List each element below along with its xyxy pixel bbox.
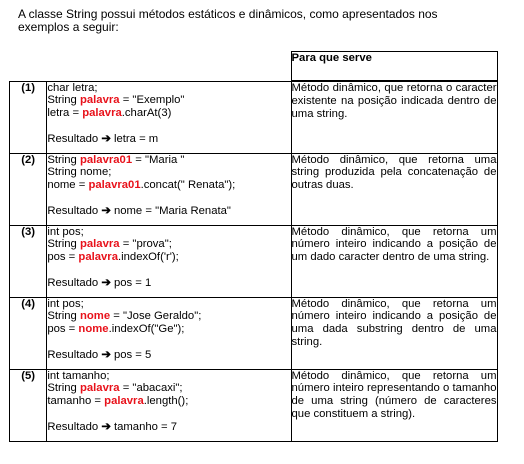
code-text: = "Jose Geraldo"; bbox=[110, 310, 202, 323]
code-line bbox=[47, 298, 290, 311]
variable-highlight: palavra bbox=[79, 238, 120, 251]
code-example-cell bbox=[47, 297, 291, 369]
description-text: Método dinâmico, que retorna o caracter existente na posição indicada dentro de uma string. bbox=[291, 82, 497, 120]
code-text: pos = bbox=[47, 251, 79, 264]
description-text: Método dinâmico, que retorna um número inteiro indicando a posição de um dado caracter dentro de uma string. bbox=[291, 225, 497, 264]
description-cell bbox=[291, 81, 497, 153]
code-text: nome = "Maria Renata" bbox=[110, 204, 231, 217]
description-cell bbox=[291, 297, 497, 369]
code-text: .charAt(3) bbox=[121, 107, 172, 120]
code-text: .concat(" Renata"); bbox=[140, 179, 236, 192]
code-line bbox=[47, 133, 290, 146]
row-number: (3) bbox=[10, 225, 47, 297]
arrow-right-icon: ➔ bbox=[101, 420, 111, 433]
variable-highlight: palavra bbox=[79, 382, 120, 395]
table-row bbox=[10, 225, 498, 297]
code-line bbox=[47, 154, 290, 167]
code-line bbox=[47, 323, 290, 336]
code-text: = "Maria " bbox=[132, 153, 185, 166]
table-row bbox=[10, 81, 498, 153]
code-line bbox=[47, 408, 290, 421]
code-text: = "Exemplo" bbox=[119, 94, 185, 107]
code-text: Resultado bbox=[47, 204, 102, 217]
code-line bbox=[47, 382, 290, 395]
code-text: String bbox=[47, 94, 80, 107]
code-line bbox=[47, 192, 290, 205]
code-example-cell bbox=[47, 153, 291, 225]
code-line bbox=[47, 370, 290, 383]
code-line bbox=[47, 94, 290, 107]
code-line bbox=[47, 310, 290, 323]
header-blank-cell bbox=[10, 52, 292, 82]
code-text: String nome; bbox=[47, 166, 112, 179]
code-text: .indexOf('r'); bbox=[118, 251, 179, 264]
row-number: (2) bbox=[10, 153, 47, 225]
code-text: nome = bbox=[47, 179, 89, 192]
code-text: tamanho = bbox=[47, 395, 105, 408]
code-text: int tamanho; bbox=[47, 369, 110, 382]
code-line bbox=[47, 107, 290, 120]
code-text: char letra; bbox=[47, 81, 98, 94]
header-cell: Para que serve bbox=[291, 52, 497, 82]
code-text: int pos; bbox=[47, 297, 84, 310]
variable-highlight: palavra bbox=[82, 107, 122, 120]
code-line bbox=[47, 120, 290, 133]
table-row bbox=[10, 297, 498, 369]
description-text: Método dinâmico, que retorna um número inteiro indicando a posição de uma dada substring dentro de uma string. bbox=[291, 297, 497, 348]
code-line bbox=[47, 251, 290, 264]
code-text: Resultado bbox=[47, 348, 102, 361]
variable-highlight: palavra bbox=[104, 395, 144, 408]
description-text: Método dinâmico, que retorna uma string produzida pela concatenação de outras duas. bbox=[291, 153, 497, 192]
code-text: tamanho = 7 bbox=[110, 420, 178, 433]
table-row bbox=[10, 153, 498, 225]
intro-text: A classe String possui métodos estáticos e dinâmicos, como apresentados nos exemplos a seguir: bbox=[18, 7, 438, 34]
variable-highlight: palavra bbox=[78, 251, 118, 264]
row-number: (4) bbox=[10, 297, 47, 369]
code-text: letra = bbox=[47, 107, 83, 120]
code-line bbox=[47, 179, 290, 192]
code-line bbox=[47, 349, 290, 362]
code-text: Resultado bbox=[47, 420, 102, 433]
code-line bbox=[47, 166, 290, 179]
row-number: (1) bbox=[10, 81, 47, 153]
code-line bbox=[47, 226, 290, 239]
code-text: pos = 5 bbox=[110, 348, 152, 361]
code-line bbox=[47, 277, 290, 290]
code-line bbox=[47, 82, 290, 95]
code-line bbox=[47, 238, 290, 251]
code-text: String bbox=[47, 310, 80, 323]
arrow-right-icon: ➔ bbox=[101, 276, 111, 289]
code-line bbox=[47, 395, 290, 408]
variable-highlight: palavra01 bbox=[79, 153, 133, 166]
code-text: = "prova"; bbox=[119, 238, 172, 251]
code-text: int pos; bbox=[47, 225, 84, 238]
description-text: Método dinâmico, que retorna um número inteiro representando o tamanho de uma string (número de caracteres que constituem a string). bbox=[291, 369, 497, 420]
variable-highlight: palavra01 bbox=[88, 179, 141, 192]
code-text: String bbox=[47, 238, 80, 251]
table-header-row bbox=[10, 52, 498, 82]
table-body bbox=[10, 81, 498, 441]
code-text: pos = 1 bbox=[110, 276, 152, 289]
code-text: letra = m bbox=[110, 132, 159, 145]
variable-highlight: nome bbox=[78, 323, 109, 336]
code-text: Resultado bbox=[47, 132, 102, 145]
arrow-right-icon: ➔ bbox=[101, 132, 111, 145]
row-number: (5) bbox=[10, 369, 47, 441]
code-text: Resultado bbox=[47, 276, 102, 289]
methods-table bbox=[9, 51, 498, 442]
code-text: String bbox=[47, 153, 80, 166]
code-text: String bbox=[47, 382, 80, 395]
variable-highlight: nome bbox=[79, 310, 111, 323]
code-text: .length(); bbox=[143, 395, 189, 408]
code-example-cell bbox=[47, 81, 291, 153]
description-cell bbox=[291, 153, 497, 225]
code-line bbox=[47, 336, 290, 349]
description-cell bbox=[291, 369, 497, 441]
code-line bbox=[47, 421, 290, 434]
code-text: pos = bbox=[47, 323, 79, 336]
description-cell bbox=[291, 225, 497, 297]
arrow-right-icon: ➔ bbox=[101, 204, 111, 217]
arrow-right-icon: ➔ bbox=[101, 348, 111, 361]
code-example-cell bbox=[47, 225, 291, 297]
code-text: .indexOf("Ge"); bbox=[108, 323, 185, 336]
code-text: = "abacaxi"; bbox=[119, 382, 183, 395]
code-line bbox=[47, 264, 290, 277]
code-line bbox=[47, 205, 290, 218]
code-example-cell bbox=[47, 369, 291, 441]
table-row bbox=[10, 369, 498, 441]
variable-highlight: palavra bbox=[79, 94, 120, 107]
